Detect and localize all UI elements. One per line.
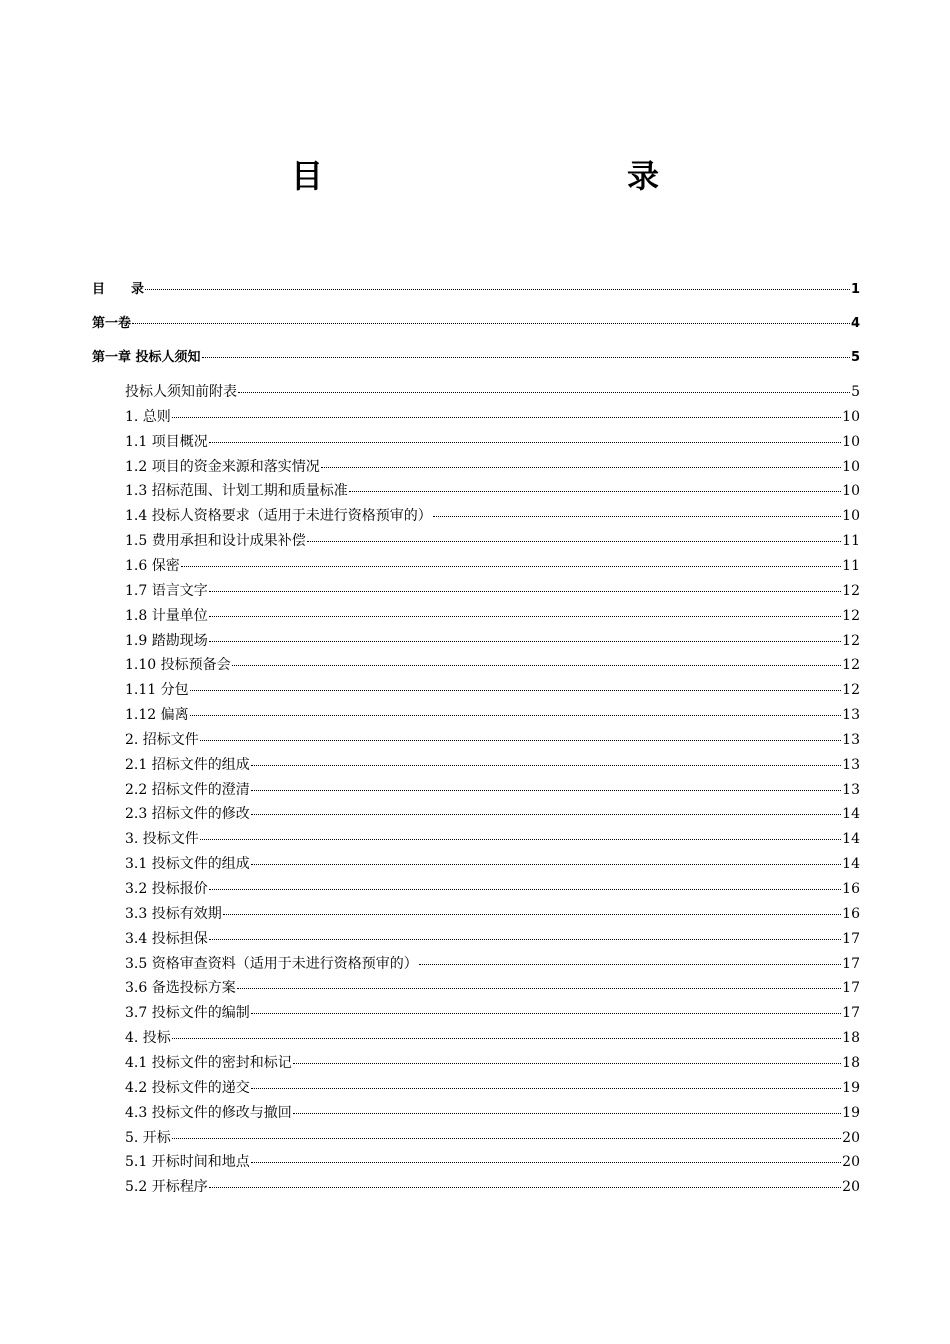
toc-entry-level2[interactable] — [125, 730, 860, 750]
dot-leader — [251, 814, 841, 815]
toc-entry-page-number: 13 — [842, 732, 860, 748]
toc-entry-label: 投标人须知前附表 — [125, 384, 237, 400]
toc-entry-level2[interactable] — [125, 481, 860, 501]
toc-entry-label: 3.1 投标文件的组成 — [125, 856, 250, 872]
toc-entry-level2[interactable] — [125, 680, 860, 700]
toc-entry-label: 4.2 投标文件的递交 — [125, 1080, 250, 1096]
toc-entry-page-number: 10 — [842, 483, 860, 499]
toc-entry-label: 2.3 招标文件的修改 — [125, 806, 250, 822]
toc-entry-level2[interactable] — [125, 1053, 860, 1073]
toc-entry-page-number: 12 — [842, 657, 860, 673]
toc-entry-page-number: 19 — [842, 1080, 860, 1096]
toc-entry-level2[interactable] — [125, 978, 860, 998]
toc-entry-label: 4.3 投标文件的修改与撤回 — [125, 1105, 292, 1121]
toc-entry-page-number: 19 — [842, 1105, 860, 1121]
dot-leader — [145, 289, 850, 290]
toc-entry-label: 3.2 投标报价 — [125, 881, 208, 897]
toc-entry-label: 2.1 招标文件的组成 — [125, 757, 250, 773]
toc-entry-page-number: 16 — [842, 906, 860, 922]
toc-entry-page-number: 20 — [842, 1130, 860, 1146]
toc-entry-label: 4.1 投标文件的密封和标记 — [125, 1055, 292, 1071]
dot-leader — [190, 715, 842, 716]
toc-entry-page-number: 4 — [850, 316, 860, 331]
toc-entry-label: 1.12 偏离 — [125, 707, 189, 723]
toc-entry-page-number: 20 — [842, 1179, 860, 1195]
dot-leader — [321, 467, 841, 468]
dot-leader — [251, 1162, 841, 1163]
dot-leader — [172, 417, 841, 418]
toc-entry-level2[interactable] — [125, 432, 860, 452]
toc-entry-label: 第一章 投标人须知 — [92, 350, 201, 365]
toc-entry-page-number: 12 — [842, 682, 860, 698]
toc-entry-level2[interactable] — [125, 1003, 860, 1023]
dot-leader — [209, 939, 841, 940]
toc-entry-page-number: 14 — [842, 856, 860, 872]
toc-entry-level2[interactable] — [125, 1028, 860, 1048]
toc-entry-level2[interactable] — [125, 1078, 860, 1098]
toc-entry-page-number: 12 — [842, 633, 860, 649]
toc-entry-page-number: 5 — [850, 350, 860, 365]
toc-entry-label: 1.5 费用承担和设计成果补偿 — [125, 533, 306, 549]
toc-entry-label: 1. 总则 — [125, 409, 171, 425]
dot-leader — [419, 964, 841, 965]
toc-entry-level2[interactable] — [125, 655, 860, 675]
dot-leader — [132, 323, 850, 324]
toc-entry-page-number: 5 — [851, 384, 860, 400]
toc-entry-label: 3. 投标文件 — [125, 831, 199, 847]
toc-entry-level2[interactable] — [125, 1103, 860, 1123]
toc-entry-level2[interactable] — [125, 631, 860, 651]
toc-entry-label: 1.6 保密 — [125, 558, 180, 574]
toc-entry-level2[interactable] — [125, 705, 860, 725]
toc-entry-level2[interactable] — [125, 929, 860, 949]
toc-entry-label: 1.11 分包 — [125, 682, 189, 698]
dot-leader — [190, 690, 842, 691]
toc-entry-level2[interactable] — [125, 854, 860, 874]
toc-entry-label: 1.8 计量单位 — [125, 608, 208, 624]
toc-entry-page-number: 14 — [842, 831, 860, 847]
toc-entry-label: 第一卷 — [92, 316, 132, 331]
dot-leader — [237, 988, 841, 989]
dot-leader — [251, 790, 841, 791]
toc-entry-label: 1.1 项目概况 — [125, 434, 208, 450]
dot-leader — [209, 889, 841, 890]
toc-entry-page-number: 10 — [842, 459, 860, 475]
toc-entry-label: 1.3 招标范围、计划工期和质量标准 — [125, 483, 348, 499]
toc-entry-page-number: 14 — [842, 806, 860, 822]
toc-entry-label: 1.9 踏勘现场 — [125, 633, 208, 649]
dot-leader — [200, 839, 841, 840]
toc-entry-level2[interactable] — [125, 829, 860, 849]
toc-entry-label: 5. 开标 — [125, 1130, 171, 1146]
toc-entry-level2[interactable] — [125, 1128, 860, 1148]
dot-leader — [251, 765, 841, 766]
toc-entry-label: 3.4 投标担保 — [125, 931, 208, 947]
toc-entry-level2[interactable] — [125, 755, 860, 775]
toc-entry-level2[interactable] — [125, 506, 860, 526]
toc-entry-label: 3.3 投标有效期 — [125, 906, 222, 922]
toc-entry-level2[interactable] — [125, 531, 860, 551]
toc-entry-page-number: 17 — [842, 956, 860, 972]
toc-entry-level2[interactable] — [125, 1177, 860, 1197]
toc-entry-level1[interactable] — [92, 348, 860, 368]
toc-entry-page-number: 1 — [850, 282, 860, 297]
dot-leader — [181, 566, 841, 567]
toc-entry-label: 1.7 语言文字 — [125, 583, 208, 599]
toc-entry-page-number: 17 — [842, 980, 860, 996]
dot-leader — [433, 516, 841, 517]
toc-entry-level2[interactable] — [125, 606, 860, 626]
dot-leader — [238, 392, 850, 393]
toc-entry-level2[interactable] — [125, 581, 860, 601]
dot-leader — [209, 591, 841, 592]
dot-leader — [209, 616, 841, 617]
toc-entry-level2[interactable] — [125, 1152, 860, 1172]
toc-entry-page-number: 18 — [842, 1030, 860, 1046]
toc-entry-page-number: 16 — [842, 881, 860, 897]
toc-entry-label: 2. 招标文件 — [125, 732, 199, 748]
dot-leader — [172, 1138, 841, 1139]
toc-entry-level2[interactable] — [125, 556, 860, 576]
toc-entry-page-number: 20 — [842, 1154, 860, 1170]
dot-leader — [293, 1063, 841, 1064]
dot-leader — [202, 357, 850, 358]
toc-entry-label: 4. 投标 — [125, 1030, 171, 1046]
toc-entry-level2[interactable] — [125, 382, 860, 402]
dot-leader — [200, 740, 841, 741]
dot-leader — [251, 864, 841, 865]
toc-entry-page-number: 10 — [842, 434, 860, 450]
toc-entry-level2[interactable] — [125, 904, 860, 924]
toc-entry-level2[interactable] — [125, 457, 860, 477]
toc-entry-page-number: 10 — [842, 409, 860, 425]
toc-entry-page-number: 17 — [842, 1005, 860, 1021]
toc-entry-level2[interactable] — [125, 954, 860, 974]
toc-entry-label: 1.4 投标人资格要求（适用于未进行资格预审的） — [125, 508, 432, 524]
toc-entry-label: 3.7 投标文件的编制 — [125, 1005, 250, 1021]
toc-entry-page-number: 13 — [842, 782, 860, 798]
toc-entry-label: 5.2 开标程序 — [125, 1179, 208, 1195]
toc-entry-page-number: 18 — [842, 1055, 860, 1071]
toc-entry-label: 1.2 项目的资金来源和落实情况 — [125, 459, 320, 475]
dot-leader — [251, 1013, 841, 1014]
dot-leader — [223, 914, 841, 915]
toc-entry-level1[interactable] — [92, 280, 860, 300]
toc-entry-level1[interactable] — [92, 314, 860, 334]
dot-leader — [232, 665, 842, 666]
toc-entry-page-number: 10 — [842, 508, 860, 524]
dot-leader — [293, 1113, 841, 1114]
toc-entry-page-number: 13 — [842, 757, 860, 773]
dot-leader — [349, 491, 841, 492]
dot-leader — [307, 541, 841, 542]
toc-entry-level2[interactable] — [125, 407, 860, 427]
toc-entry-label: 3.5 资格审查资料（适用于未进行资格预审的） — [125, 956, 418, 972]
toc-entry-label: 目 录 — [92, 282, 145, 297]
toc-entry-page-number: 17 — [842, 931, 860, 947]
toc-entry-label: 1.10 投标预备会 — [125, 657, 231, 673]
toc-entry-label: 3.6 备选投标方案 — [125, 980, 236, 996]
dot-leader — [251, 1088, 841, 1089]
toc-entry-level2[interactable] — [125, 780, 860, 800]
toc-entry-label: 2.2 招标文件的澄清 — [125, 782, 250, 798]
toc-entry-page-number: 12 — [842, 608, 860, 624]
toc-entry-level2[interactable] — [125, 879, 860, 899]
toc-entry-page-number: 13 — [842, 707, 860, 723]
dot-leader — [172, 1038, 841, 1039]
toc-entry-page-number: 11 — [842, 533, 860, 549]
dot-leader — [209, 1187, 841, 1188]
toc-entry-level2[interactable] — [125, 804, 860, 824]
dot-leader — [209, 442, 841, 443]
toc-entry-page-number: 11 — [842, 558, 860, 574]
dot-leader — [209, 641, 841, 642]
page-title: 目 录 — [290, 157, 739, 195]
toc-entry-page-number: 12 — [842, 583, 860, 599]
toc-entry-label: 5.1 开标时间和地点 — [125, 1154, 250, 1170]
